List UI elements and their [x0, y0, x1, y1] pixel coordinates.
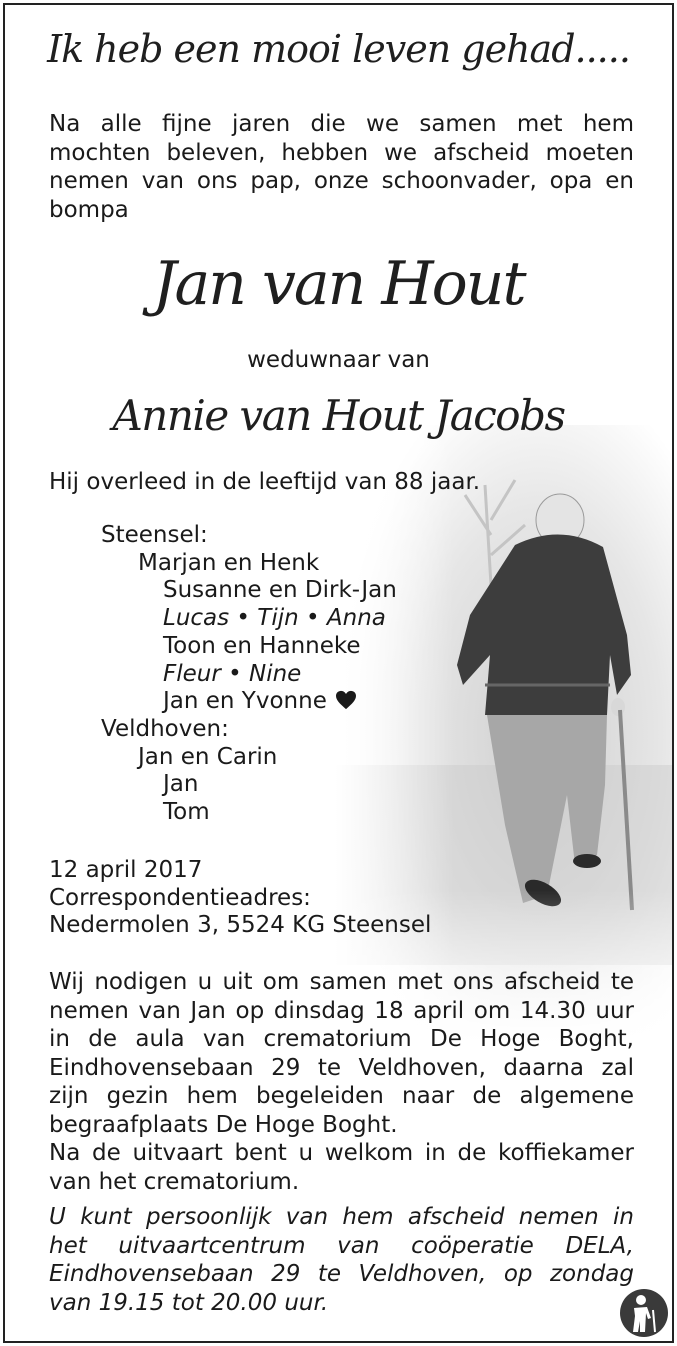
viewing-line: van 19.15 tot 20.00 uur.: [49, 1289, 329, 1316]
intro-line: bompa: [49, 196, 129, 223]
family-member: Jan: [163, 771, 199, 798]
invitation-line: Eindhovensebaan 29 te Veldhoven, daarna zal: [49, 1054, 634, 1081]
address-street: Nedermolen 3, 5524 KG Steensel: [49, 912, 432, 939]
invitation-line: in de aula van crematorium De Hoge Boght,: [49, 1026, 634, 1052]
family-member: Toon en Hanneke: [163, 632, 361, 659]
invitation-paragraph: [49, 968, 634, 1196]
date: 12 april 2017: [49, 857, 203, 883]
age-line: Hij overleed in de leeftijd van 88 jaar.: [49, 469, 481, 495]
invitation-line: begraafplaats De Hoge Boght.: [49, 1111, 398, 1138]
obituary-card: [3, 3, 674, 1343]
grandchildren: Lucas • Tijn • Anna: [163, 605, 386, 632]
viewing-line: U kunt persoonlijk van hem afscheid nemen in: [49, 1204, 634, 1230]
widower-label: weduwnaar van: [247, 347, 430, 373]
correspondence-block: [49, 857, 431, 940]
family-member: Tom: [163, 799, 210, 826]
deceased-name: Jan van Hout: [152, 249, 525, 319]
address-label: Correspondentieadres:: [49, 884, 311, 911]
family-member: Susanne en Dirk-Jan: [163, 577, 397, 604]
family-member-row: [49, 688, 397, 716]
invitation-line: van het crematorium.: [49, 1168, 300, 1195]
viewing-line: Eindhovensebaan 29 te Veldhoven, op zondag: [49, 1261, 634, 1287]
family-member: Jan en Carin: [138, 743, 278, 770]
family-list: [49, 522, 397, 827]
location-steensel: Steensel:: [101, 522, 208, 548]
invitation-line: nemen van Jan op dinsdag 18 april om 14.30 uur: [49, 997, 634, 1024]
intro-line: mochten beleven, hebben we afscheid moeten: [49, 139, 634, 166]
intro-line: Na alle fijne jaren die we samen met hem: [49, 111, 634, 137]
heart-icon: [335, 690, 357, 710]
family-member: Marjan en Henk: [138, 549, 320, 576]
heading-quote: Ik heb een mooi leven gehad.....: [47, 27, 630, 71]
viewing-paragraph: [49, 1203, 634, 1317]
invitation-line: zijn gezin hem begeleiden naar de algemene: [49, 1083, 634, 1109]
location-veldhoven: Veldhoven:: [101, 715, 229, 742]
viewing-line: het uitvaartcentrum van coöperatie DELA,: [49, 1232, 634, 1259]
family-member: Jan en Yvonne: [163, 688, 327, 715]
intro-paragraph: [49, 110, 634, 224]
grandchildren: Fleur • Nine: [163, 660, 302, 687]
spouse-name: Annie van Hout Jacobs: [112, 391, 565, 440]
invitation-line: Wij nodigen u uit om samen met ons afscheid te: [49, 969, 634, 995]
intro-line: nemen van ons pap, onze schoonvader, opa en: [49, 168, 634, 194]
invitation-line: Na de uitvaart bent u welkom in de koffiekamer: [49, 1140, 634, 1166]
